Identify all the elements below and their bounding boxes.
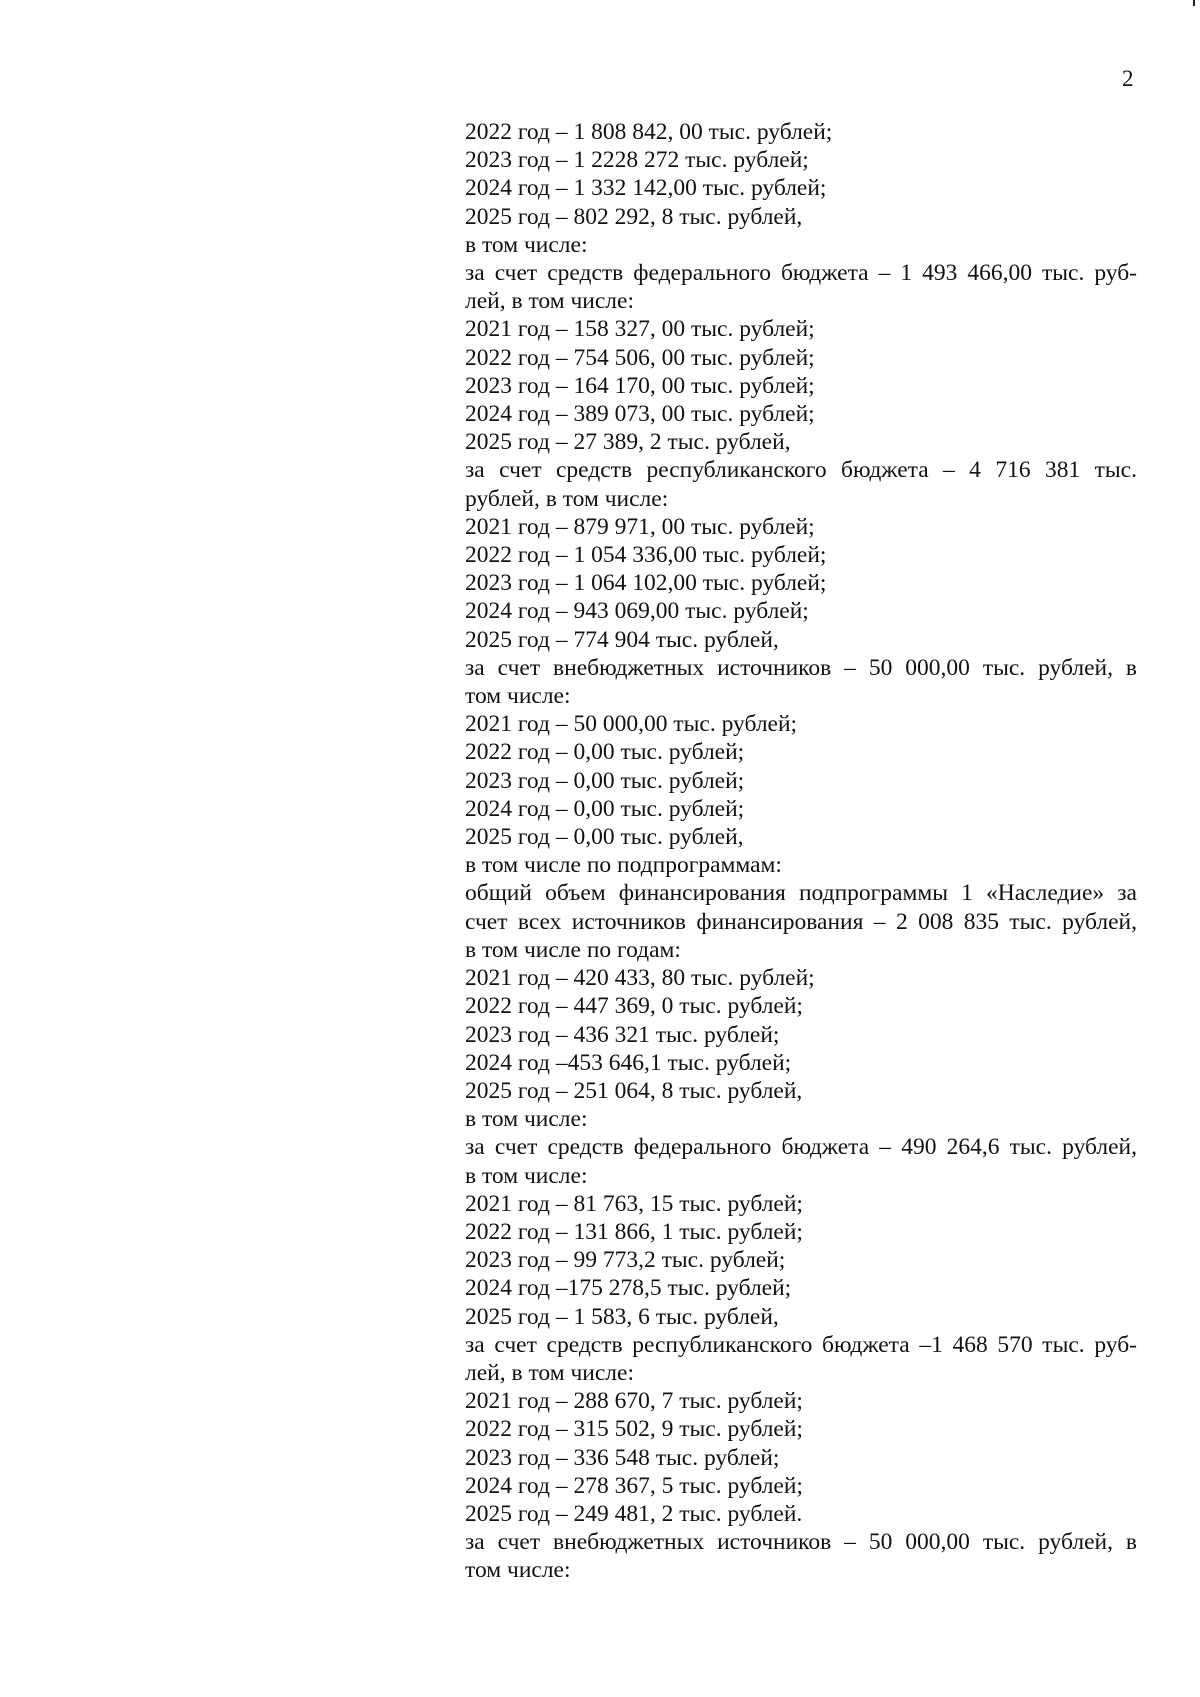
text-line: 2023 год – 1 064 102,00 тыс. рублей; xyxy=(465,570,827,597)
text-line: в том числе по подпрограммам: xyxy=(465,852,782,879)
text-line: 2023 год – 99 773,2 тыс. рублей; xyxy=(465,1247,786,1274)
text-line: 2022 год – 447 369, 0 тыс. рублей; xyxy=(465,993,803,1020)
text-line: 2022 год – 315 502, 9 тыс. рублей; xyxy=(465,1416,803,1443)
text-line: за счет средств республиканского бюджета – 4 716 381 тыс. xyxy=(465,457,1137,484)
text-line: 2025 год – 0,00 тыс. рублей, xyxy=(465,824,744,851)
text-line: 2025 год – 1 583, 6 тыс. рублей, xyxy=(465,1303,779,1330)
text-line: 2022 год – 1 808 842, 00 тыс. рублей; xyxy=(465,119,833,145)
text-line: 2023 год – 1 2228 272 тыс. рублей; xyxy=(465,147,809,174)
text-line: 2025 год – 802 292, 8 тыс. рублей, xyxy=(465,203,803,230)
text-line: за счет средств федерального бюджета – 1 493 466,00 тыс. руб- xyxy=(465,260,1137,287)
text-line: 2023 год – 436 321 тыс. рублей; xyxy=(465,1021,780,1048)
text-line: 2021 год – 50 000,00 тыс. рублей; xyxy=(465,711,798,738)
text-line: 2024 год –453 646,1 тыс. рублей; xyxy=(465,1049,792,1076)
text-line: счет всех источников финансирования – 2 008 835 тыс. рублей, xyxy=(465,908,1137,935)
text-line: 2025 год – 774 904 тыс. рублей, xyxy=(465,626,779,653)
text-line: 2024 год – 0,00 тыс. рублей; xyxy=(465,795,745,822)
text-line: 2022 год – 1 054 336,00 тыс. рублей; xyxy=(465,542,827,569)
text-line: 2021 год – 81 763, 15 тыс. рублей; xyxy=(465,1190,803,1217)
text-line: за счет средств федерального бюджета – 490 264,6 тыс. рублей, xyxy=(465,1134,1137,1161)
text-line: за счет внебюджетных источников – 50 000,00 тыс. рублей, в xyxy=(465,1529,1137,1556)
text-line: лей, в том числе: xyxy=(465,1359,634,1386)
text-line: 2022 год – 754 506, 00 тыс. рублей; xyxy=(465,344,815,371)
text-line: 2024 год – 1 332 142,00 тыс. рублей; xyxy=(465,175,827,202)
text-line: за счет средств республиканского бюджета –1 468 570 тыс. руб- xyxy=(465,1331,1137,1358)
text-line: в том числе: xyxy=(465,1106,588,1133)
text-line: 2025 год – 251 064, 8 тыс. рублей, xyxy=(465,1077,803,1104)
text-line: том числе: xyxy=(465,683,571,710)
text-line: 2024 год – 943 069,00 тыс. рублей; xyxy=(465,598,809,625)
text-line: лей, в том числе: xyxy=(465,288,634,315)
text-line: 2025 год – 27 389, 2 тыс. рублей, xyxy=(465,429,791,456)
text-line: 2024 год – 278 367, 5 тыс. рублей; xyxy=(465,1472,803,1499)
text-line: 2021 год – 879 971, 00 тыс. рублей; xyxy=(465,513,815,540)
text-line: в том числе по годам: xyxy=(465,936,681,963)
text-line: 2023 год – 336 548 тыс. рублей; xyxy=(465,1444,780,1471)
text-line: 2024 год – 389 073, 00 тыс. рублей; xyxy=(465,401,815,428)
text-line: в том числе: xyxy=(465,1162,588,1189)
text-line: 2023 год – 0,00 тыс. рублей; xyxy=(465,767,745,794)
text-line: в том числе: xyxy=(465,231,588,258)
text-line: 2021 год – 158 327, 00 тыс. рублей; xyxy=(465,316,815,343)
text-line: рублей, в том числе: xyxy=(465,485,669,512)
text-line: 2025 год – 249 481, 2 тыс. рублей. xyxy=(465,1500,803,1527)
text-line: 2021 год – 420 433, 80 тыс. рублей; xyxy=(465,965,815,992)
text-line: 2024 год –175 278,5 тыс. рублей; xyxy=(465,1275,792,1302)
text-line: 2022 год – 0,00 тыс. рублей; xyxy=(465,739,745,766)
text-line: 2022 год – 131 866, 1 тыс. рублей; xyxy=(465,1218,803,1245)
page-number: 2 xyxy=(1122,66,1134,91)
text-line: общий объем финансирования подпрограммы 1 «Наследие» за xyxy=(465,880,1137,907)
text-line: 2023 год – 164 170, 00 тыс. рублей; xyxy=(465,372,815,399)
text-line: том числе: xyxy=(465,1557,571,1584)
text-line: за счет внебюджетных источников – 50 000,00 тыс. рублей, в xyxy=(465,654,1137,681)
financing-text-block xyxy=(465,118,1137,1585)
scan-artifact-mark xyxy=(1193,0,1195,6)
text-line: 2021 год – 288 670, 7 тыс. рублей; xyxy=(465,1388,803,1415)
